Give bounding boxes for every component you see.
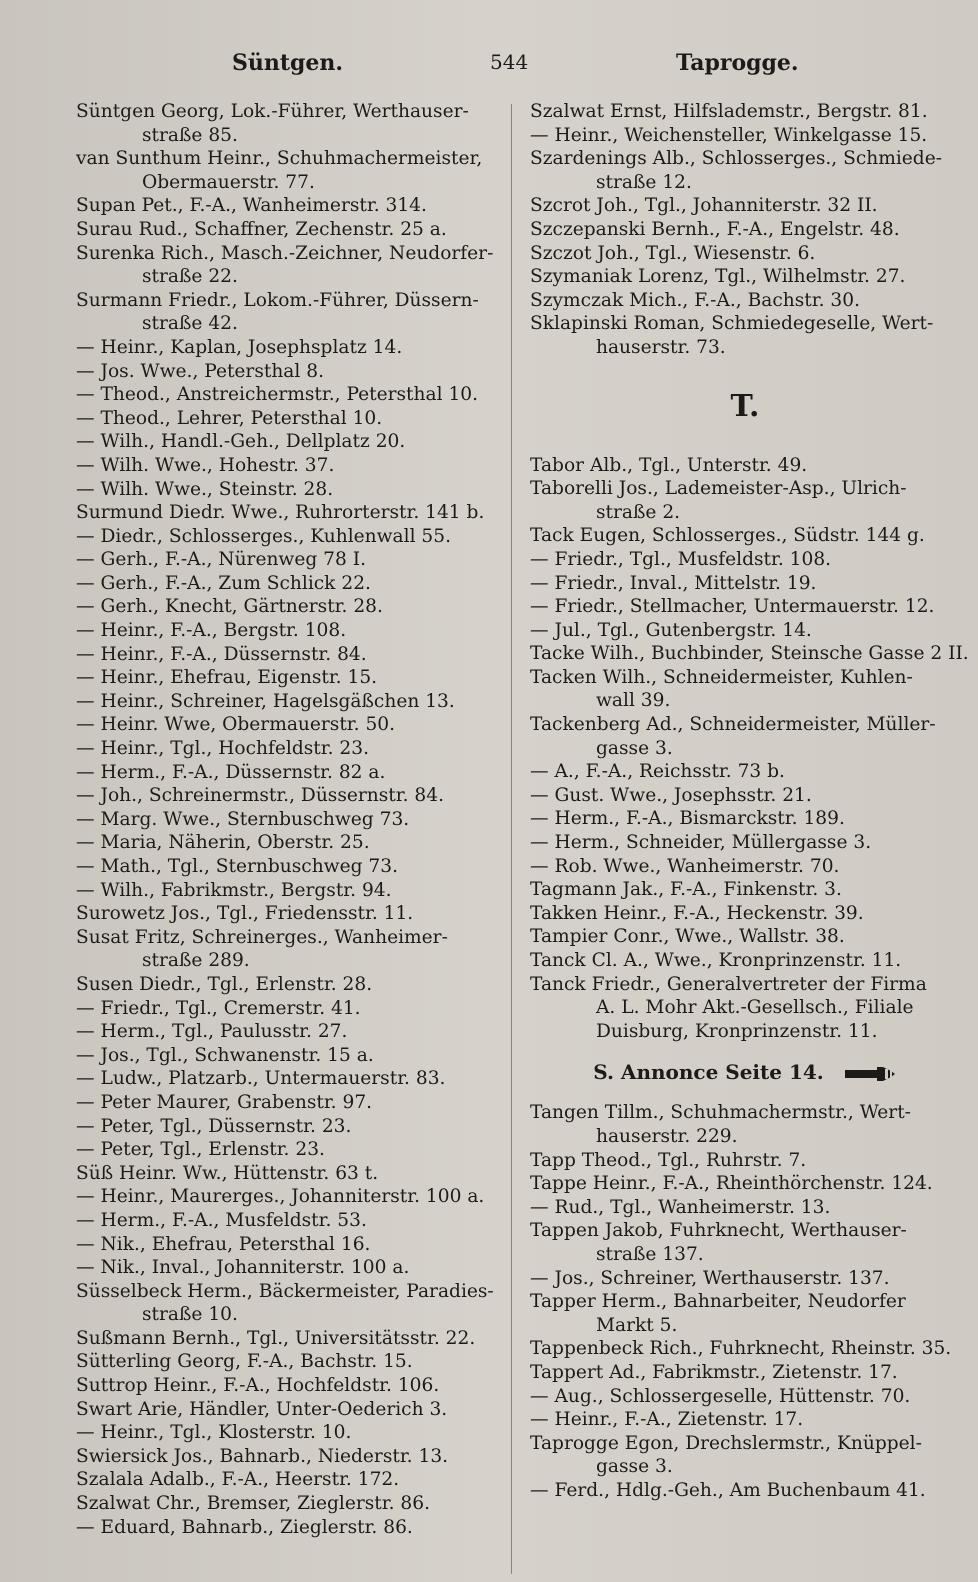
directory-entry — [76, 737, 498, 761]
directory-entry — [530, 855, 960, 879]
entry-continuation-line: Duisburg, Kronprinzenstr. 11. — [596, 1020, 878, 1042]
entry-line: Tabor Alb., Tgl., Unterstr. 49. — [530, 454, 808, 476]
directory-entry — [76, 761, 498, 785]
entry-line: — Heinr., Schreiner, Hagelsgäßchen 13. — [76, 690, 455, 712]
entry-line: — Wilh. Wwe., Hohestr. 37. — [76, 454, 335, 476]
entry-line: Sütterling Georg, F.-A., Bachstr. 15. — [76, 1351, 413, 1373]
entry-line: Tappen Jakob, Fuhrknecht, Werthauser- — [530, 1220, 907, 1242]
entry-continuation-line: hauserstr. 229. — [596, 1125, 738, 1147]
directory-entry — [530, 642, 969, 666]
directory-entry — [76, 1374, 498, 1398]
directory-entry — [76, 879, 498, 903]
column-divider — [511, 104, 512, 1574]
directory-entry — [530, 973, 960, 1044]
entry-line: Tappenbeck Rich., Fuhrknecht, Rheinstr. 35. — [530, 1338, 952, 1360]
directory-entry — [76, 1067, 498, 1091]
entry-line: — Heinr., Kaplan, Josephsplatz 14. — [76, 336, 403, 358]
entry-line: Surau Rud., Schaffner, Zechenstr. 25 a. — [76, 218, 447, 240]
directory-entry — [530, 1267, 960, 1291]
entry-line: — Gust. Wwe., Josephsstr. 21. — [530, 784, 812, 806]
directory-entry — [530, 1101, 960, 1148]
directory-entry — [76, 1091, 498, 1115]
annonce-notice — [530, 1043, 960, 1101]
directory-entry — [76, 501, 498, 525]
directory-entry — [76, 383, 498, 407]
entry-line: Tacken Wilh., Schneidermeister, Kuhlen- — [530, 666, 913, 688]
entry-continuation-line: Markt 5. — [596, 1314, 678, 1336]
entry-line: — Rob. Wwe., Wanheimerstr. 70. — [530, 855, 840, 877]
directory-entry — [76, 973, 498, 997]
directory-entry — [530, 524, 960, 548]
entry-line: — Heinr., Ehefrau, Eigenstr. 15. — [76, 667, 378, 689]
pointing-hand-icon — [843, 1065, 897, 1083]
entry-continuation-line: Obermauerstr. 77. — [142, 171, 315, 193]
directory-entry — [530, 619, 960, 643]
entry-line: — Jos. Wwe., Petersthal 8. — [76, 360, 324, 382]
entry-line: — Math., Tgl., Sternbuschweg 73. — [76, 856, 398, 877]
directory-entry — [530, 831, 960, 855]
directory-entry — [76, 1138, 498, 1162]
entry-line: — Wilh. Wwe., Steinstr. 28. — [76, 478, 334, 500]
right-column-top-entries — [530, 100, 960, 360]
directory-entry — [530, 477, 960, 524]
entry-line: — Nik., Inval., Johanniterstr. 100 a. — [76, 1257, 410, 1279]
directory-entry — [76, 1516, 498, 1540]
entry-line: Swiersick Jos., Bahnarb., Niederstr. 13. — [76, 1445, 449, 1467]
entry-line: — Friedr., Inval., Mittelstr. 19. — [530, 572, 817, 594]
directory-entry — [76, 548, 498, 572]
entry-line: — Jul., Tgl., Gutenbergstr. 14. — [530, 619, 812, 641]
directory-entry — [76, 525, 498, 549]
entry-line: — Aug., Schlossergeselle, Hüttenstr. 70. — [530, 1385, 911, 1407]
entry-line: Tapper Herm., Bahnarbeiter, Neudorfer — [530, 1291, 906, 1313]
directory-entry — [530, 1196, 960, 1220]
directory-entry — [530, 1408, 960, 1432]
directory-entry — [76, 1280, 498, 1327]
entry-line: Surmann Friedr., Lokom.-Führer, Düssern- — [76, 289, 479, 311]
entry-continuation-line: straße 22. — [142, 266, 238, 288]
entry-line: — Heinr., F.-A., Bergstr. 108. — [76, 620, 347, 642]
directory-entry — [76, 1421, 498, 1445]
entry-line: — Herm., Tgl., Paulusstr. 27. — [76, 1021, 348, 1043]
entry-line: — Theod., Anstreichermstr., Petersthal 10. — [76, 384, 479, 406]
entry-line: Süsselbeck Herm., Bäckermeister, Paradies- — [76, 1280, 494, 1302]
directory-entry — [530, 218, 960, 242]
directory-entry — [530, 454, 960, 478]
directory-entry — [530, 1479, 960, 1503]
directory-entry — [530, 878, 960, 902]
entry-line: Tacke Wilh., Buchbinder, Steinsche Gasse 2 II. — [530, 643, 969, 665]
entry-line: Szczepanski Bernh., F.-A., Engelstr. 48. — [530, 218, 900, 240]
entry-line: — Ferd., Hdlg.-Geh., Am Buchenbaum 41. — [530, 1479, 926, 1501]
directory-entry — [76, 454, 498, 478]
directory-entry — [76, 1468, 498, 1492]
entry-line: Taborelli Jos., Lademeister-Asp., Ulrich- — [530, 478, 907, 500]
entry-line: Szardenings Alb., Schlosserges., Schmiede- — [530, 148, 942, 170]
entry-line: — Heinr., Tgl., Hochfeldstr. 23. — [76, 738, 369, 760]
entry-line: Tagmann Jak., F.-A., Finkenstr. 3. — [530, 879, 842, 901]
directory-entry — [76, 218, 498, 242]
entry-line: Szalala Adalb., F.-A., Heerstr. 172. — [76, 1469, 400, 1491]
entry-line: Susen Diedr., Tgl., Erlenstr. 28. — [76, 973, 373, 995]
entry-line: Surmund Diedr. Wwe., Ruhrorterstr. 141 b. — [76, 502, 485, 524]
directory-entry — [76, 1209, 498, 1233]
directory-entry — [76, 997, 498, 1021]
entry-line: — Herm., F.-A., Düssernstr. 82 a. — [76, 761, 386, 783]
directory-entry — [76, 100, 498, 147]
directory-entry — [530, 902, 960, 926]
entry-line: — Heinr., Weichensteller, Winkelgasse 15. — [530, 124, 928, 146]
directory-entry — [530, 548, 960, 572]
entry-continuation-line: straße 137. — [596, 1243, 704, 1265]
directory-entry — [76, 808, 498, 832]
directory-entry — [76, 690, 498, 714]
entry-line: — Heinr., Maurerges., Johanniterstr. 100 a. — [76, 1186, 485, 1208]
entry-continuation-line: hauserstr. 73. — [596, 336, 726, 358]
directory-entry — [76, 1445, 498, 1469]
directory-entry — [530, 595, 960, 619]
directory-entry — [76, 1185, 498, 1209]
entry-line: — Theod., Lehrer, Petersthal 10. — [76, 407, 383, 429]
directory-entry — [76, 595, 498, 619]
entry-continuation-line: straße 10. — [142, 1304, 238, 1326]
directory-entry — [76, 855, 498, 879]
entry-line: — Rud., Tgl., Wanheimerstr. 13. — [530, 1196, 831, 1218]
entry-line: Supan Pet., F.-A., Wanheimerstr. 314. — [76, 195, 427, 217]
entry-line: — Herm., F.-A., Musfeldstr. 53. — [76, 1209, 367, 1231]
entry-line: — Herm., Schneider, Müllergasse 3. — [530, 832, 872, 854]
entry-line: — Marg. Wwe., Sternbuschweg 73. — [76, 808, 410, 830]
entry-line: — Friedr., Tgl., Musfeldstr. 108. — [530, 548, 832, 570]
left-column — [76, 100, 498, 1539]
directory-entry — [530, 760, 960, 784]
entry-line: — Eduard, Bahnarb., Zieglerstr. 86. — [76, 1516, 413, 1538]
page-number: 544 — [490, 50, 529, 74]
entry-line: Sußmann Bernh., Tgl., Universitätsstr. 22. — [76, 1327, 476, 1349]
directory-entry — [76, 360, 498, 384]
entry-line: — A., F.-A., Reichsstr. 73 b. — [530, 761, 785, 783]
entry-line: Tappe Heinr., F.-A., Rheinthörchenstr. 124. — [530, 1173, 933, 1195]
entry-continuation-line: straße 42. — [142, 313, 238, 335]
entry-line: Szczot Joh., Tgl., Wiesenstr. 6. — [530, 242, 816, 264]
directory-entry — [530, 1290, 960, 1337]
entry-line: — Herm., F.-A., Bismarckstr. 189. — [530, 808, 845, 830]
entry-line: — Heinr., F.-A., Zietenstr. 17. — [530, 1409, 804, 1431]
directory-entry — [530, 1149, 960, 1173]
directory-entry — [530, 666, 960, 713]
entry-line: — Friedr., Tgl., Cremerstr. 41. — [76, 997, 361, 1019]
entry-line: van Sunthum Heinr., Schuhmachermeister, — [76, 148, 483, 170]
directory-entry — [76, 666, 498, 690]
directory-entry — [76, 619, 498, 643]
directory-entry — [76, 478, 498, 502]
directory-entry — [530, 312, 960, 359]
directory-entry — [530, 1172, 960, 1196]
entry-continuation-line: wall 39. — [596, 690, 671, 712]
entry-continuation-line: straße 85. — [142, 124, 238, 146]
entry-line: Taprogge Egon, Drechslermstr., Knüppel- — [530, 1432, 922, 1454]
entry-line: — Peter, Tgl., Erlenstr. 23. — [76, 1139, 325, 1161]
entry-line: — Joh., Schreinermstr., Düssernstr. 84. — [76, 785, 444, 807]
directory-entry — [76, 1044, 498, 1068]
directory-entry — [76, 1398, 498, 1422]
header-left-keyword: Süntgen. — [232, 50, 344, 76]
directory-entry — [76, 242, 498, 289]
directory-entry — [530, 784, 960, 808]
directory-entry — [530, 100, 960, 124]
entry-continuation-line: A. L. Mohr Akt.-Gesellsch., Filiale — [596, 997, 914, 1019]
entry-line: — Gerh., F.-A., Nürenweg 78 I. — [76, 549, 366, 571]
entry-line: — Wilh., Fabrikmstr., Bergstr. 94. — [76, 879, 392, 901]
entry-line: Tapp Theod., Tgl., Ruhrstr. 7. — [530, 1149, 807, 1171]
directory-entry — [76, 926, 498, 973]
entry-line: Tackenberg Ad., Schneidermeister, Müller- — [530, 714, 936, 736]
directory-entry — [530, 1432, 960, 1479]
directory-entry — [76, 1115, 498, 1139]
entry-line: Takken Heinr., F.-A., Heckenstr. 39. — [530, 902, 864, 924]
directory-entry — [76, 1256, 498, 1280]
entry-line: — Jos., Tgl., Schwanenstr. 15 a. — [76, 1044, 374, 1066]
directory-entry — [76, 784, 498, 808]
directory-entry — [76, 643, 498, 667]
directory-entry — [530, 242, 960, 266]
entry-line: Surenka Rich., Masch.-Zeichner, Neudorfer- — [76, 242, 494, 264]
entry-line: — Nik., Ehefrau, Petersthal 16. — [76, 1233, 371, 1255]
entry-line: — Peter, Tgl., Düssernstr. 23. — [76, 1115, 352, 1137]
directory-entry — [76, 1350, 498, 1374]
directory-entry — [76, 1162, 498, 1186]
directory-entry — [76, 289, 498, 336]
entry-line: Tappert Ad., Fabrikmstr., Zietenstr. 17. — [530, 1361, 898, 1383]
entry-continuation-line: straße 2. — [596, 501, 681, 523]
entry-line: Süntgen Georg, Lok.-Führer, Werthauser- — [76, 101, 469, 122]
entry-line: Tack Eugen, Schlosserges., Südstr. 144 g. — [530, 525, 925, 547]
section-letter: T. — [730, 388, 760, 424]
annonce-text: S. Annonce Seite 14. — [593, 1060, 824, 1085]
directory-entry — [76, 831, 498, 855]
entry-line: Szalwat Ernst, Hilfslademstr., Bergstr. 81. — [530, 101, 928, 122]
directory-entry — [76, 1020, 498, 1044]
entry-line: Susat Fritz, Schreinerges., Wanheimer- — [76, 926, 448, 948]
directory-entry — [530, 124, 960, 148]
directory-entry — [530, 925, 960, 949]
directory-entry — [76, 407, 498, 431]
directory-entry — [76, 430, 498, 454]
directory-entry — [76, 1327, 498, 1351]
right-column-mid-entries — [530, 454, 969, 1044]
entry-line: Süß Heinr. Ww., Hüttenstr. 63 t. — [76, 1162, 379, 1184]
entry-line: Tangen Tillm., Schuhmachermstr., Wert- — [530, 1102, 911, 1124]
directory-entry — [76, 902, 498, 926]
entry-line: — Gerh., Knecht, Gärtnerstr. 28. — [76, 596, 383, 618]
directory-entry — [76, 1233, 498, 1257]
entry-line: — Friedr., Stellmacher, Untermauerstr. 12. — [530, 596, 935, 618]
directory-entry — [530, 949, 960, 973]
entry-continuation-line: straße 12. — [596, 171, 692, 193]
header-right-keyword: Taprogge. — [676, 50, 799, 76]
entry-line: — Heinr., Tgl., Klosterstr. 10. — [76, 1422, 352, 1444]
entry-line: — Peter Maurer, Grabenstr. 97. — [76, 1091, 373, 1113]
entry-line: — Heinr., F.-A., Düssernstr. 84. — [76, 643, 367, 665]
entry-line: Sklapinski Roman, Schmiedegeselle, Wert- — [530, 313, 934, 335]
entry-continuation-line: gasse 3. — [596, 737, 673, 759]
page-header — [0, 50, 978, 90]
directory-entry — [530, 1219, 960, 1266]
directory-entry — [530, 289, 960, 313]
entry-line: Szymczak Mich., F.-A., Bachstr. 30. — [530, 289, 860, 311]
entry-line: Suttrop Heinr., F.-A., Hochfeldstr. 106. — [76, 1375, 440, 1397]
directory-entry — [530, 1337, 960, 1361]
directory-entry — [530, 713, 960, 760]
entry-line: — Ludw., Platzarb., Untermauerstr. 83. — [76, 1068, 446, 1090]
entry-line: — Heinr. Wwe, Obermauerstr. 50. — [76, 714, 396, 736]
directory-entry — [76, 147, 498, 194]
entry-line: Surowetz Jos., Tgl., Friedensstr. 11. — [76, 903, 414, 925]
entry-line: Szalwat Chr., Bremser, Zieglerstr. 86. — [76, 1493, 430, 1515]
directory-entry — [76, 194, 498, 218]
entry-line: Szcrot Joh., Tgl., Johanniterstr. 32 II. — [530, 195, 878, 217]
entry-line: — Jos., Schreiner, Werthauserstr. 137. — [530, 1267, 890, 1289]
entry-continuation-line: straße 289. — [142, 950, 250, 972]
directory-entry — [76, 336, 498, 360]
entry-line: — Wilh., Handl.-Geh., Dellplatz 20. — [76, 431, 406, 453]
directory-entry — [530, 265, 960, 289]
entry-line: Szymaniak Lorenz, Tgl., Wilhelmstr. 27. — [530, 266, 906, 288]
right-column — [530, 100, 969, 1502]
entry-line: — Maria, Näherin, Oberstr. 25. — [76, 832, 370, 854]
entry-line: Tanck Friedr., Generalvertreter der Firma — [530, 973, 927, 995]
directory-entry — [76, 1492, 498, 1516]
entry-continuation-line: gasse 3. — [596, 1456, 673, 1478]
directory-entry — [530, 1361, 960, 1385]
directory-entry — [530, 572, 960, 596]
entry-line: Swart Arie, Händler, Unter-Oederich 3. — [76, 1398, 448, 1420]
directory-entry — [530, 147, 960, 194]
directory-entry — [530, 194, 960, 218]
entry-line: — Gerh., F.-A., Zum Schlick 22. — [76, 572, 371, 594]
directory-entry — [76, 572, 498, 596]
entry-line: Tampier Conr., Wwe., Wallstr. 38. — [530, 926, 845, 948]
right-column-bottom-entries — [530, 1101, 960, 1502]
directory-entry — [530, 1385, 960, 1409]
entry-line: Tanck Cl. A., Wwe., Kronprinzenstr. 11. — [530, 950, 902, 971]
directory-entry — [530, 807, 960, 831]
entry-line: — Diedr., Schlosserges., Kuhlenwall 55. — [76, 525, 451, 547]
directory-entry — [76, 713, 498, 737]
